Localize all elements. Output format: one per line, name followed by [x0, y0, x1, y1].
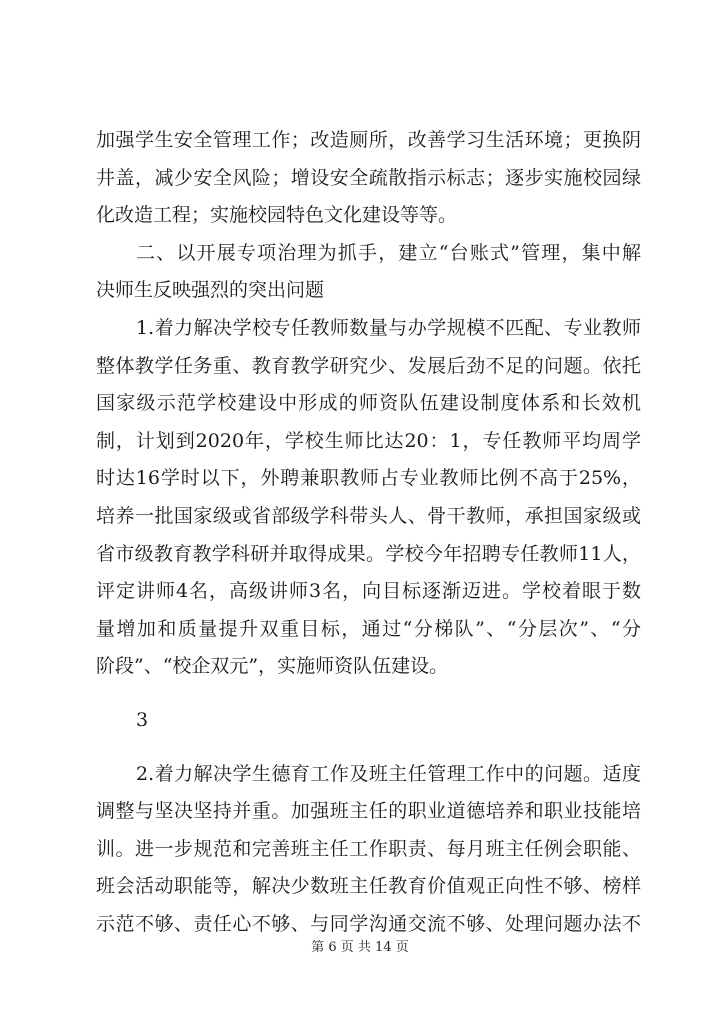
text-line: 加强学生安全管理工作；改造厕所，改善学习生活环境；更换阴 [96, 129, 641, 151]
text-line: 示范不够、责任心不够、与同学沟通交流不够、处理问题办法不 [96, 912, 641, 935]
text-line: 阶段”、“校企双元”，实施师资队伍建设。 [96, 655, 449, 678]
text-line: 2.着力解决学生德育工作及班主任管理工作中的问题。适度 [136, 762, 641, 785]
text-line: 培养一批国家级或省部级学科带头人、骨干教师，承担国家级或 [96, 504, 641, 527]
text-line: 整体教学任务重、教育教学研究少、发展后劲不足的问题。依托 [96, 354, 641, 377]
text-line: 训。进一步规范和完善班主任工作职责、每月班主任例会职能、 [96, 837, 641, 860]
text-line: 调整与坚决坚持并重。加强班主任的职业道德培养和职业技能培 [96, 800, 641, 823]
text-line: 评定讲师4名，高级讲师3名，向目标逐渐迈进。学校着眼于数 [96, 580, 641, 603]
text-line: 省市级教育教学科研并取得成果。学校今年招聘专任教师11人， [96, 542, 641, 565]
inline-page-number: 3 [136, 708, 149, 731]
section-heading-line: 二、以开展专项治理为抓手，建立“台账式”管理，集中解 [136, 241, 641, 264]
document-body [96, 122, 641, 943]
text-line: 量增加和质量提升双重目标，通过“分梯队”、“分层次”、“分 [96, 617, 641, 640]
text-line: 时达16学时以下，外聘兼职教师占专业教师比例不高于25%， [96, 467, 641, 490]
text-line: 井盖，减少安全风险；增设安全疏散指示标志；逐步实施校园绿 [96, 166, 641, 189]
text-line: 1.着力解决学校专任教师数量与办学规模不匹配、专业教师 [136, 316, 641, 339]
text-line: 化改造工程；实施校园特色文化建设等等。 [96, 204, 458, 227]
section-heading-line: 决师生反映强烈的突出问题 [96, 279, 325, 302]
text-line: 制，计划到2020年，学校生师比达20：1，专任教师平均周学 [96, 429, 641, 452]
text-line: 班会活动职能等，解决少数班主任教育价值观正向性不够、榜样 [96, 875, 641, 898]
text-line: 国家级示范学校建设中形成的师资队伍建设制度体系和长效机 [96, 392, 641, 415]
page-footer: 第 6 页 共 14 页 [311, 940, 409, 955]
